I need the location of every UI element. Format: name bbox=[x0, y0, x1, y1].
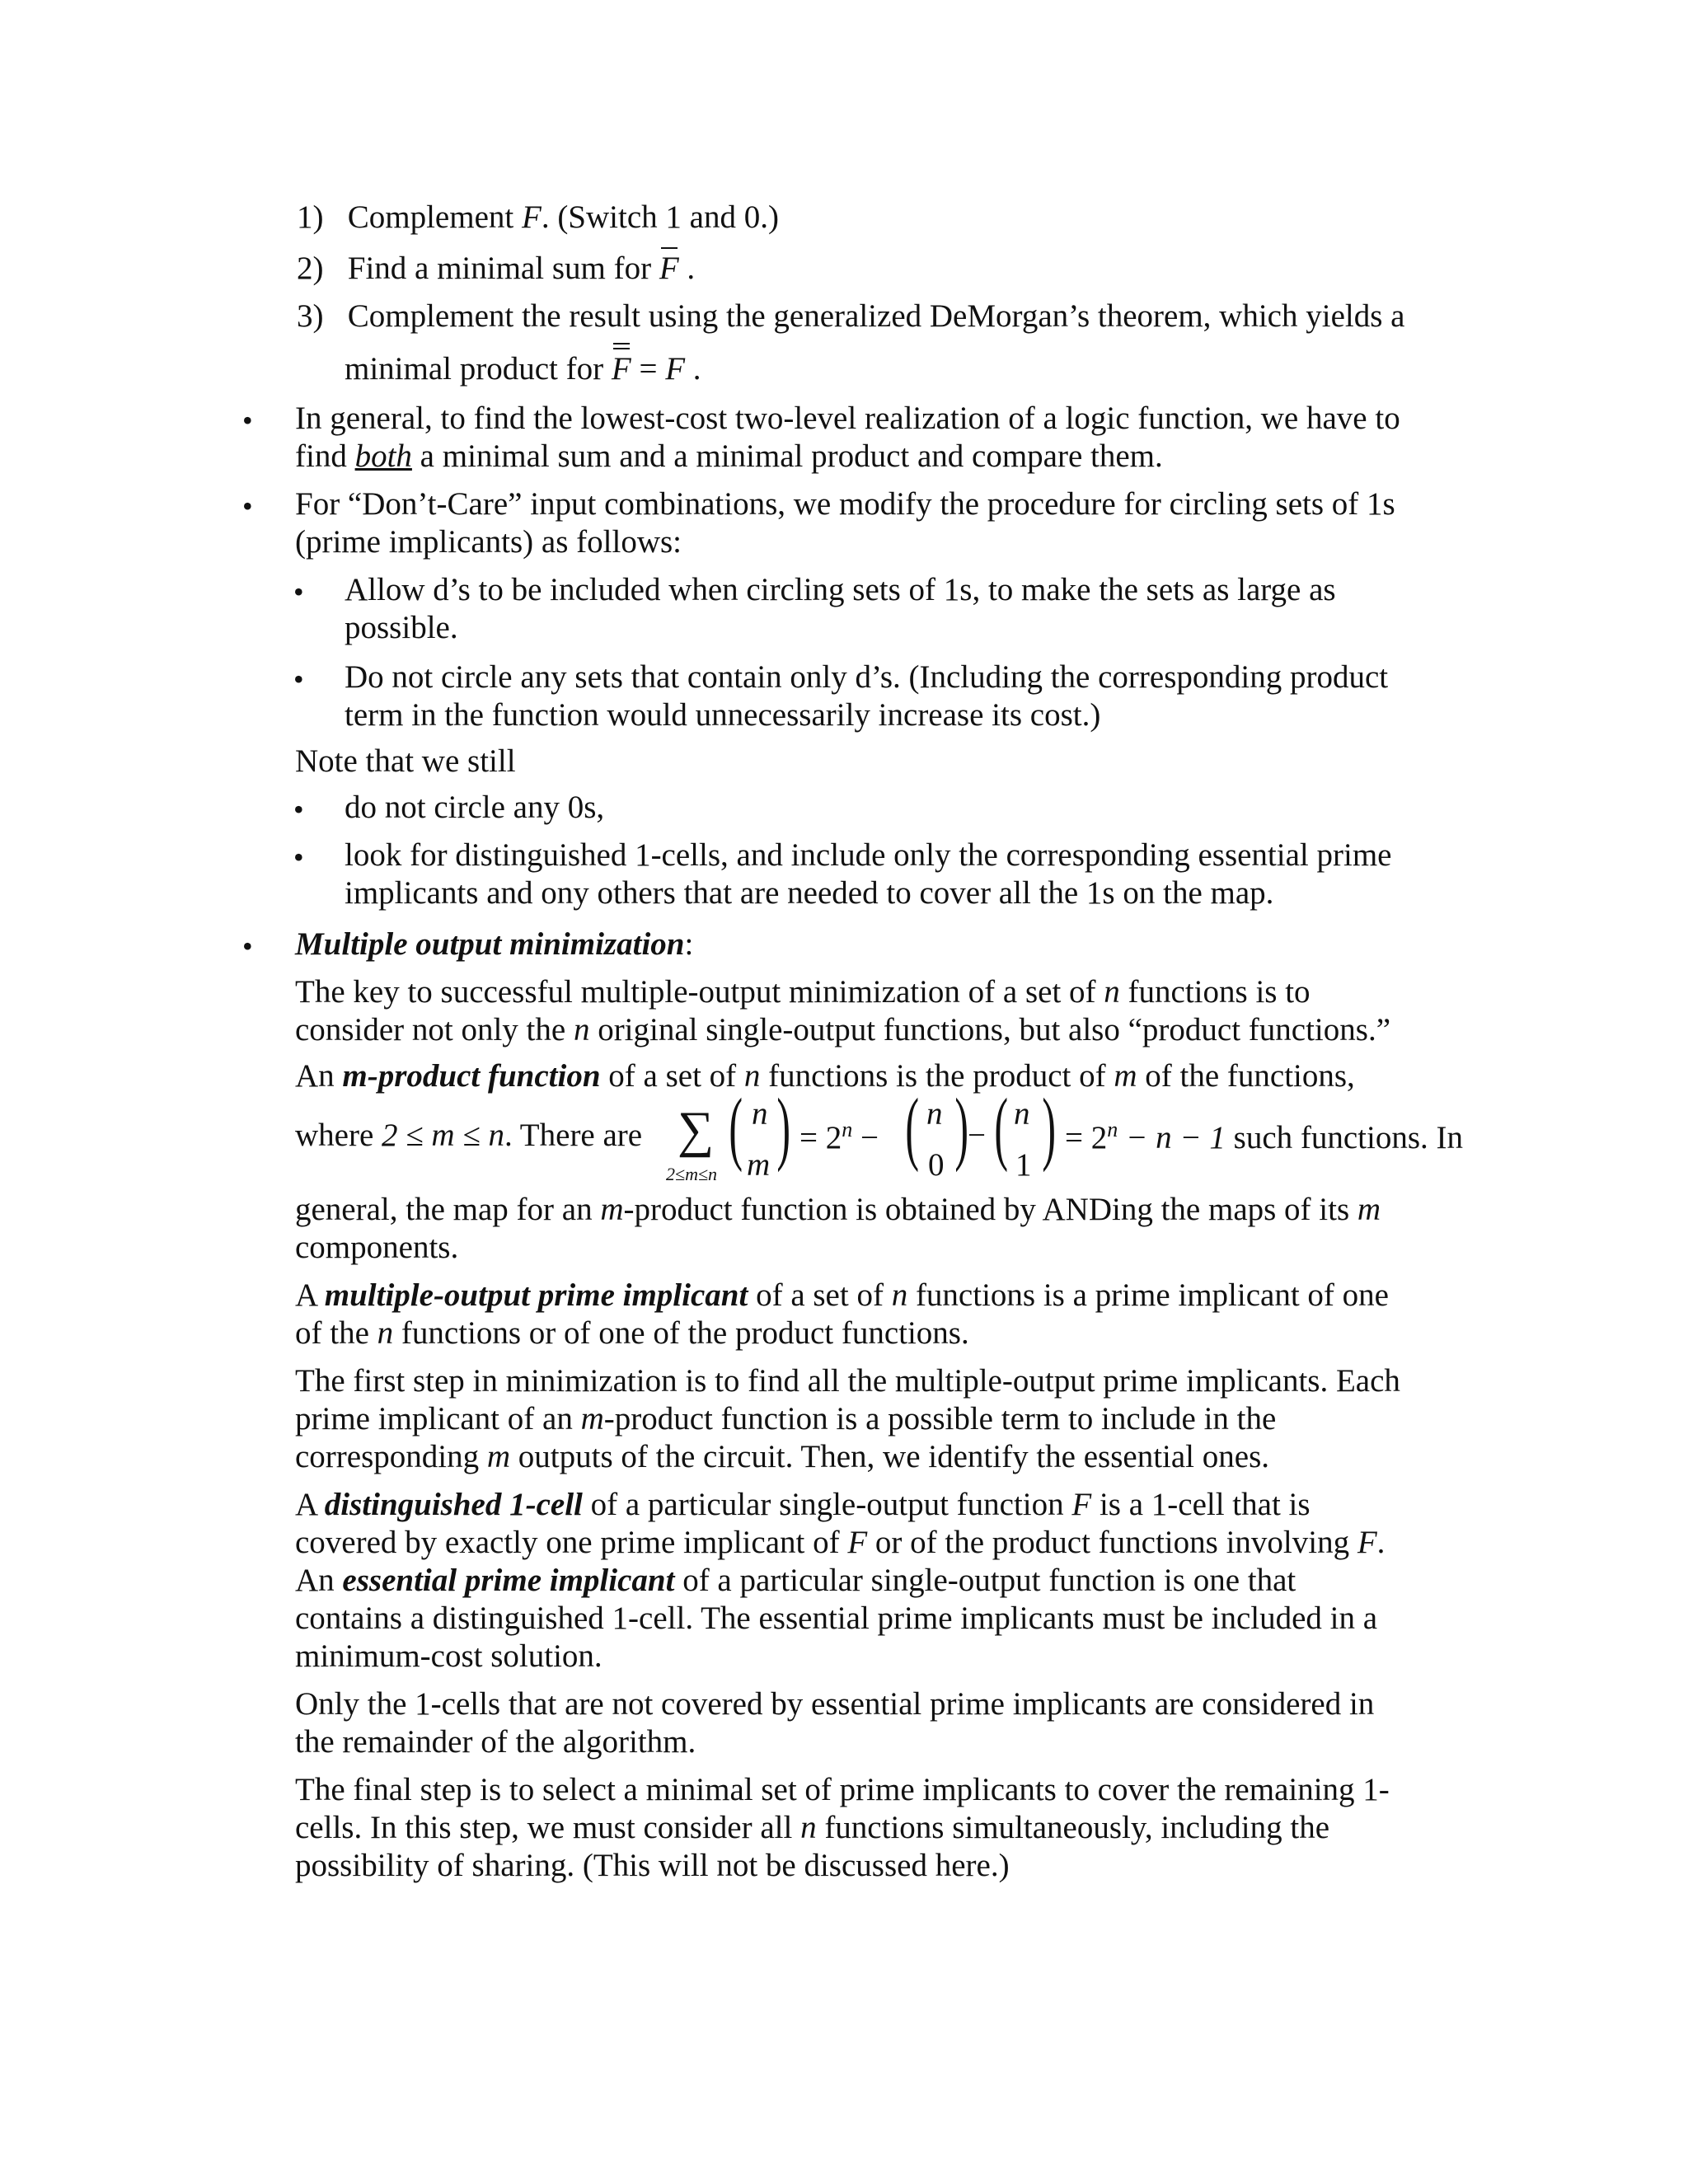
binom-m-bottom: m bbox=[747, 1147, 771, 1183]
text: An bbox=[295, 1058, 343, 1094]
superscript-n: n bbox=[842, 1118, 853, 1141]
multi-p3-line-2: components. bbox=[295, 1230, 459, 1265]
still-item-1: do not circle any 0s, bbox=[345, 790, 605, 825]
sub-item-1-line-2: possible. bbox=[345, 610, 458, 645]
sub-item-1-line-1: Allow d’s to be included when circling sets of 1s, to make the sets as large as bbox=[345, 572, 1336, 607]
text: a minimal sum and a minimal product and compare them. bbox=[411, 438, 1163, 474]
multi-p7-line-1: Only the 1-cells that are not covered by essential prime implicants are considered in bbox=[295, 1686, 1375, 1722]
text: functions simultaneously, including the bbox=[816, 1810, 1330, 1845]
minus-sign-2: − bbox=[968, 1118, 986, 1153]
text: find bbox=[295, 438, 355, 474]
multi-p5-line-1: The first step in minimization is to find all the multiple-output prime implicants. Each bbox=[295, 1363, 1400, 1399]
note-text: Note that we still bbox=[295, 743, 516, 779]
text: of the bbox=[295, 1315, 377, 1351]
var-n: n bbox=[800, 1810, 817, 1845]
binom-0-right-paren: ) bbox=[954, 1081, 968, 1173]
step-text: minimal product for bbox=[345, 351, 612, 387]
binom-0-bottom: 0 bbox=[928, 1147, 945, 1183]
multi-p5-line-2 bbox=[295, 1403, 1276, 1435]
condition: 2 ≤ m ≤ n bbox=[382, 1118, 505, 1153]
step-text: . bbox=[685, 351, 701, 387]
multi-p6-line-4: contains a distinguished 1-cell. The essential prime implicants must be included in a bbox=[295, 1601, 1378, 1636]
sigma-sign: ∑ bbox=[678, 1102, 715, 1158]
var-n: n bbox=[743, 1058, 761, 1094]
sigma-subscript: 2≤m≤n bbox=[666, 1164, 718, 1184]
var-f: F bbox=[659, 251, 679, 286]
step-3 bbox=[297, 300, 1404, 332]
var-n: n bbox=[377, 1315, 394, 1351]
step-1 bbox=[297, 201, 779, 233]
multi-p1-line-1 bbox=[295, 976, 1311, 1008]
text: = 2 bbox=[799, 1120, 842, 1155]
multi-p8-line-3: possibility of sharing. (This will not be discussed here.) bbox=[295, 1848, 1010, 1883]
f-bar bbox=[659, 252, 679, 284]
sub-bullet: • bbox=[293, 663, 304, 696]
binom-0-top: n bbox=[926, 1096, 943, 1132]
var-m: m bbox=[486, 1439, 511, 1474]
text: outputs of the circuit. Then, we identify the essential ones. bbox=[510, 1439, 1270, 1474]
text: cells. In this step, we must consider all bbox=[295, 1810, 801, 1845]
binom-1-left-paren: ( bbox=[994, 1081, 1008, 1173]
multi-p3-line-1 bbox=[295, 1193, 1381, 1226]
text: = 2 bbox=[1065, 1120, 1108, 1155]
general-line-1: In general, to find the lowest-cost two-level realization of a logic function, we have to bbox=[295, 401, 1400, 436]
general-line-2 bbox=[295, 440, 1163, 472]
text: . There are bbox=[504, 1118, 643, 1153]
text: -product function is obtained by ANDing the maps of its bbox=[623, 1192, 1357, 1227]
text: covered by exactly one prime implicant of bbox=[295, 1525, 848, 1560]
text: prime implicant of an bbox=[295, 1401, 581, 1436]
text: functions or of one of the product functions. bbox=[393, 1315, 969, 1351]
var-n: n bbox=[573, 1012, 590, 1047]
step-number: 1) bbox=[297, 199, 324, 235]
var-n: n bbox=[1104, 974, 1120, 1010]
step-2 bbox=[297, 252, 695, 284]
multi-p6-line-3 bbox=[295, 1564, 1296, 1596]
step-text: Complement the result using the generalized DeMorgan’s theorem, which yields a bbox=[347, 298, 1405, 334]
text: functions is the product of bbox=[760, 1058, 1114, 1094]
text: original single-output functions, but also “product functions.” bbox=[589, 1012, 1391, 1047]
multi-p5-line-3 bbox=[295, 1441, 1269, 1473]
bullet: • bbox=[242, 404, 253, 437]
sub-bullet: • bbox=[293, 575, 304, 608]
binom-1-bottom: 1 bbox=[1015, 1147, 1032, 1183]
var-m: m bbox=[600, 1192, 624, 1227]
text: The key to successful multiple-output minimization of a set of bbox=[295, 974, 1104, 1010]
bullet: • bbox=[242, 490, 253, 523]
text: of the functions, bbox=[1137, 1058, 1355, 1094]
text: or of the product functions involving bbox=[867, 1525, 1357, 1560]
text: An bbox=[295, 1563, 343, 1598]
step-text: Find a minimal sum for bbox=[347, 251, 659, 286]
text: -product function is a possible term to include in the bbox=[603, 1401, 1277, 1436]
text: of a set of bbox=[600, 1058, 744, 1094]
dontcare-line-2: (prime implicants) as follows: bbox=[295, 524, 682, 560]
eq-part-1 bbox=[799, 1119, 879, 1154]
multi-p8-line-1: The final step is to select a minimal set of prime implicants to cover the remaining 1- bbox=[295, 1772, 1390, 1807]
term-distinguished-1-cell: distinguished 1-cell bbox=[324, 1487, 583, 1522]
text: of a particular single-output function is one that bbox=[674, 1563, 1296, 1598]
multi-heading bbox=[295, 928, 693, 960]
text: is a 1-cell that is bbox=[1091, 1487, 1311, 1522]
text: of a set of bbox=[748, 1277, 892, 1313]
var-f: F bbox=[1357, 1525, 1377, 1560]
text: functions is to bbox=[1119, 974, 1311, 1010]
step-number: 3) bbox=[297, 298, 324, 334]
multi-p6-line-1 bbox=[295, 1488, 1311, 1521]
text: functions is a prime implicant of one bbox=[907, 1277, 1389, 1313]
f-double-bar bbox=[612, 353, 631, 385]
dontcare-line-1: For “Don’t-Care” input combinations, we modify the procedure for circling sets of 1s bbox=[295, 486, 1395, 522]
binom-n-top: n bbox=[752, 1096, 768, 1132]
bullet: • bbox=[242, 930, 253, 963]
var-m: m bbox=[1357, 1192, 1381, 1227]
multi-p7-line-2: the remainder of the algorithm. bbox=[295, 1724, 696, 1760]
var-f: F bbox=[521, 199, 542, 235]
binom-0-left-paren: ( bbox=[905, 1081, 919, 1173]
superscript-n: n bbox=[1107, 1118, 1118, 1141]
step-text: . bbox=[678, 251, 696, 286]
var-f: F bbox=[847, 1525, 868, 1560]
sub-item-2-line-1: Do not circle any sets that contain only d’s. (Including the corresponding product bbox=[345, 659, 1389, 695]
text: A bbox=[295, 1487, 325, 1522]
equals: = bbox=[631, 351, 666, 387]
step-text: Complement bbox=[347, 199, 522, 235]
term-essential-prime-implicant: essential prime implicant bbox=[342, 1563, 675, 1598]
text: consider not only the bbox=[295, 1012, 574, 1047]
eq-tail-text: − n − 1 bbox=[1118, 1120, 1226, 1155]
var-n: n bbox=[891, 1277, 908, 1313]
text: where bbox=[295, 1118, 382, 1153]
text: A bbox=[295, 1277, 325, 1313]
multi-p2-line-1 bbox=[295, 1060, 1355, 1092]
sub-bullet: • bbox=[293, 841, 304, 874]
section-heading: Multiple output minimization bbox=[295, 926, 685, 962]
multi-p4-line-2 bbox=[295, 1317, 969, 1349]
multi-p8-line-2 bbox=[295, 1811, 1329, 1844]
text: general, the map for an bbox=[295, 1192, 601, 1227]
colon: : bbox=[684, 926, 694, 962]
binom-m-right-paren: ) bbox=[776, 1081, 790, 1173]
step-number: 2) bbox=[297, 251, 324, 286]
multi-p6-line-5: minimum-cost solution. bbox=[295, 1638, 603, 1674]
multi-p4-line-1 bbox=[295, 1279, 1389, 1311]
emphasis-both: both bbox=[354, 438, 412, 474]
binom-m-left-paren: ( bbox=[729, 1081, 743, 1173]
text: . bbox=[1376, 1525, 1386, 1560]
still-item-2-line-1: look for distinguished 1-cells, and include only the corresponding essential prime bbox=[345, 837, 1392, 873]
text: such functions. In bbox=[1225, 1120, 1464, 1155]
multi-p6-line-2 bbox=[295, 1526, 1385, 1558]
binom-1-top: n bbox=[1014, 1096, 1030, 1132]
term-m-product-function: m-product function bbox=[342, 1058, 601, 1094]
var-m: m bbox=[1114, 1058, 1137, 1094]
multi-p1-line-2 bbox=[295, 1014, 1390, 1046]
var-f: F bbox=[611, 351, 631, 387]
still-item-2-line-2: implicants and ony others that are needed to cover all the 1s on the map. bbox=[345, 875, 1274, 911]
term-multiple-output-prime-implicant: multiple-output prime implicant bbox=[324, 1277, 748, 1313]
binom-1-right-paren: ) bbox=[1042, 1081, 1056, 1173]
text: corresponding bbox=[295, 1439, 487, 1474]
var-f: F bbox=[665, 351, 686, 387]
step-text: . (Switch 1 and 0.) bbox=[541, 199, 779, 235]
sub-bullet: • bbox=[293, 793, 304, 826]
sub-item-2-line-2: term in the function would unnecessarily increase its cost.) bbox=[345, 697, 1101, 733]
minus-sign: − bbox=[860, 1120, 879, 1155]
var-f: F bbox=[1071, 1487, 1092, 1522]
var-m: m bbox=[580, 1401, 604, 1436]
step-3-line-2 bbox=[345, 353, 701, 385]
eq-tail bbox=[1065, 1119, 1463, 1154]
text: of a particular single-output function bbox=[582, 1487, 1072, 1522]
equation-prefix bbox=[295, 1119, 642, 1151]
